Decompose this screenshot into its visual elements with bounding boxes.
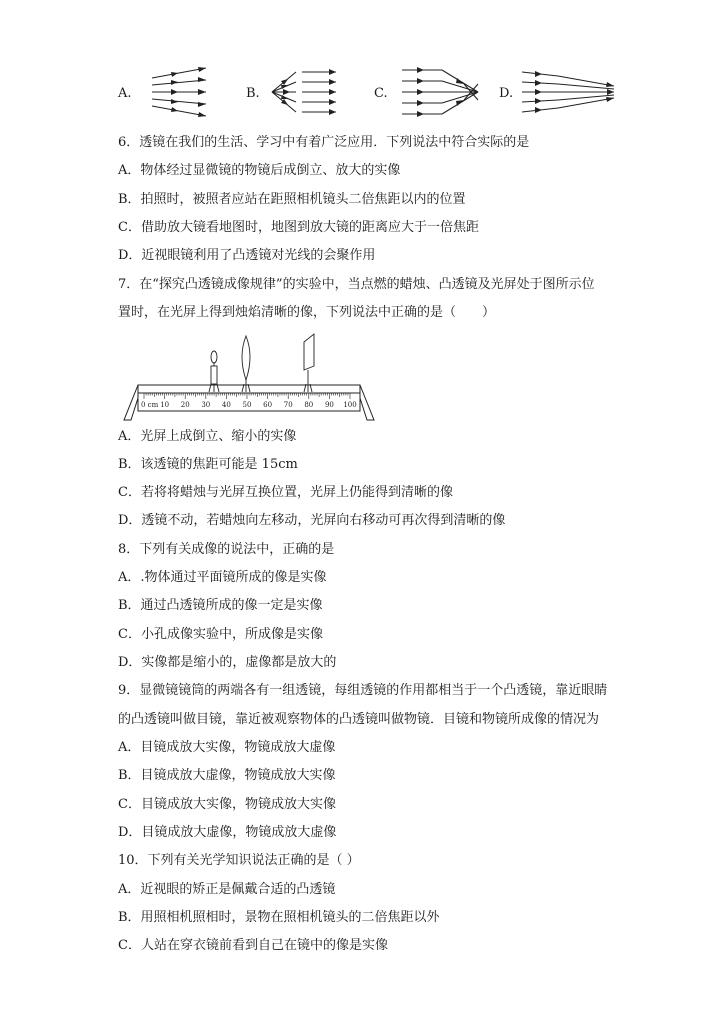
q8-stem: 8．下列有关成像的说法中，正确的是 xyxy=(118,542,335,557)
ruler-label: 100 xyxy=(343,401,357,409)
narrowing-rays-icon xyxy=(518,62,618,122)
q6-option-d[interactable]: D．近视眼镜利用了凸透镜对光线的会聚作用 xyxy=(118,248,376,263)
q7-option-c[interactable]: C．若将将蜡烛与光屏互换位置，光屏上仍能得到清晰的像 xyxy=(118,485,453,500)
q7-option-b[interactable]: B．该透镜的焦距可能是 15cm xyxy=(118,457,298,472)
q10-option-b[interactable]: B．用照相机照相时，景物在照相机镜头的二倍焦距以外 xyxy=(118,910,440,925)
option-label-a: A. xyxy=(118,86,132,101)
source-diverging-rays-icon xyxy=(268,62,340,122)
q8-option-c[interactable]: C．小孔成像实验中，所成像是实像 xyxy=(118,627,323,642)
q5-options xyxy=(118,62,618,122)
q9-option-b[interactable]: B．目镜成放大虚像，物镜成放大实像 xyxy=(118,768,336,783)
q6-option-a[interactable]: A．物体经过显微镜的物镜后成倒立、放大的实像 xyxy=(118,163,401,178)
option-label-c: C. xyxy=(374,86,388,101)
convex-lens-icon xyxy=(242,336,250,392)
ruler-label: 90 xyxy=(324,401,334,409)
q9-option-a[interactable]: A．目镜成放大实像，物镜成放大虚像 xyxy=(118,740,336,755)
ruler-label: 20 xyxy=(180,401,190,409)
q8-option-a[interactable]: A．.物体通过平面镜所成的像是实像 xyxy=(118,570,327,585)
q8-option-d[interactable]: D．实像都是缩小的，虚像都是放大的 xyxy=(118,655,337,670)
ruler-label: 10 xyxy=(160,401,170,409)
ruler-label: 0 cm xyxy=(141,401,159,409)
q9-option-d[interactable]: D．目镜成放大虚像，物镜成放大虚像 xyxy=(118,825,337,840)
q7-option-a[interactable]: A．光屏上成倒立、缩小的实像 xyxy=(118,429,297,444)
ruler-label: 30 xyxy=(201,401,211,409)
optical-bench-figure xyxy=(118,330,378,426)
ruler-label: 80 xyxy=(304,401,314,409)
diverging-rays-icon xyxy=(148,62,212,122)
q10-option-a[interactable]: A．近视眼的矫正是佩戴合适的凸透镜 xyxy=(118,882,336,897)
q10-option-c[interactable]: C．人站在穿衣镜前看到自己在镜中的像是实像 xyxy=(118,938,388,953)
q9-stem-line1: 9．显微镜镜筒的两端各有一组透镜，每组透镜的作用都相当于一个凸透镜，靠近眼睛 xyxy=(118,683,608,698)
q6-stem: 6．透镜在我们的生活、学习中有着广泛应用．下列说法中符合实际的是 xyxy=(118,135,530,150)
q6-option-b[interactable]: B．拍照时，被照者应站在距照相机镜头二倍焦距以内的位置 xyxy=(118,192,466,207)
q7-stem-line2: 置时，在光屏上得到烛焰清晰的像，下列说法中正确的是（ ） xyxy=(118,305,496,320)
q7-stem-line1: 7．在“探究凸透镜成像规律”的实验中，当点燃的蜡烛、凸透镜及光屏处于图所示位 xyxy=(118,277,595,292)
q8-option-b[interactable]: B．通过凸透镜所成的像一定是实像 xyxy=(118,598,323,613)
ruler-label: 50 xyxy=(242,401,252,409)
q9-stem-line2: 的凸透镜叫做目镜，靠近被观察物体的凸透镜叫做物镜．目镜和物镜所成像的情况为 xyxy=(118,712,600,727)
q10-stem: 10．下列有关光学知识说法正确的是（ ） xyxy=(118,853,360,868)
converging-rays-icon xyxy=(398,62,482,122)
ruler-label: 40 xyxy=(221,401,231,409)
candle-icon xyxy=(209,351,219,392)
q7-option-d[interactable]: D．透镜不动，若蜡烛向左移动，光屏向右移动可再次得到清晰的像 xyxy=(118,513,506,528)
ruler-label: 70 xyxy=(283,401,293,409)
light-screen-icon xyxy=(304,334,314,392)
ruler-label: 60 xyxy=(263,401,273,409)
option-label-d: D. xyxy=(499,86,514,101)
q6-option-c[interactable]: C．借助放大镜看地图时，地图到放大镜的距离应大于一倍焦距 xyxy=(118,220,479,235)
q9-option-c[interactable]: C．目镜成放大实像，物镜成放大实像 xyxy=(118,797,336,812)
option-label-b: B. xyxy=(246,86,260,101)
